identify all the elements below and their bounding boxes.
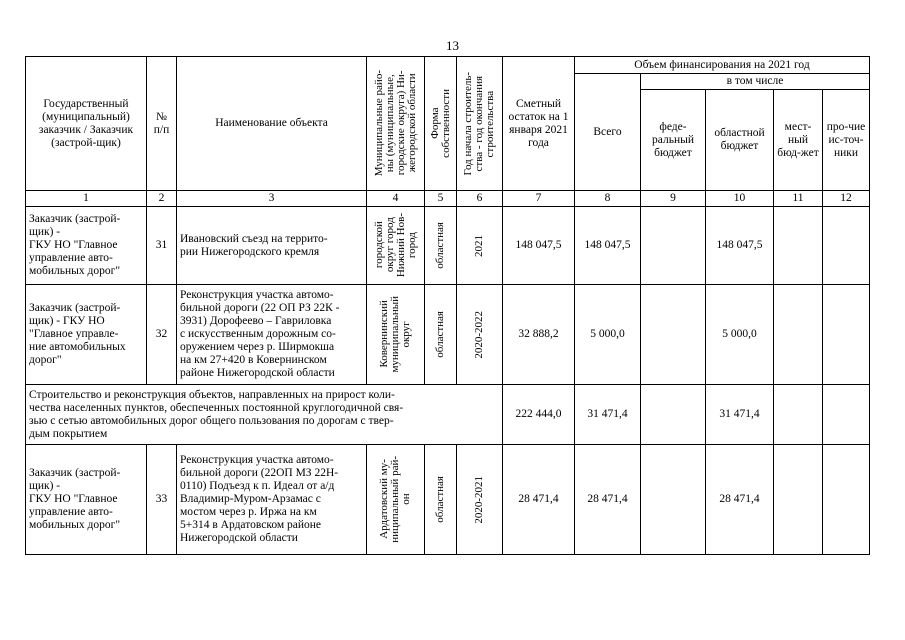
table-row	[26, 285, 870, 385]
cell-customer: Заказчик (застрой- щик) - ГКУ НО "Главное управле- ние автомобильных дорог"	[26, 285, 147, 385]
cell-object: Ивановский съезд на террито- рии Нижегородского кремля	[177, 207, 367, 285]
header-municipality: Муниципальные райо- ны (муниципальные, городские округа) Ни- жегородской области	[367, 57, 425, 191]
cell-other	[823, 445, 870, 555]
cell-num: 31	[147, 207, 177, 285]
header-object-name: Наименование объекта	[177, 57, 367, 191]
cell-total: 5 000,0	[575, 285, 641, 385]
cell-regional: 148 047,5	[706, 207, 774, 285]
cell-other	[823, 285, 870, 385]
header-local: мест-ный бюд-жет	[774, 90, 823, 191]
section-federal	[641, 385, 706, 445]
cell-federal	[641, 207, 706, 285]
header-federal: феде-ральный бюджет	[641, 90, 706, 191]
header-including: в том числе	[641, 74, 870, 90]
cell-balance: 148 047,5	[503, 207, 575, 285]
cell-num: 32	[147, 285, 177, 385]
col-number: 9	[641, 191, 706, 207]
col-number: 3	[177, 191, 367, 207]
header-other: про-чие ис-точ-ники	[823, 90, 870, 191]
cell-other	[823, 207, 870, 285]
section-title: Строительство и реконструкция объектов, направленных на прирост коли- чества населенных пунктов, обеспеченных постоянной круглогодичной свя- зью с сетью автомобильных дорог общего пользования по дорогам с твер- дым покрытием	[26, 385, 503, 445]
cell-municipality: городской округ город Нижний Нов- город	[367, 207, 425, 285]
col-number: 11	[774, 191, 823, 207]
cell-local	[774, 445, 823, 555]
header-num: № п/п	[147, 57, 177, 191]
table-row	[26, 207, 870, 285]
funding-table	[25, 56, 870, 555]
col-number: 2	[147, 191, 177, 207]
cell-ownership: областная	[425, 445, 457, 555]
col-number: 7	[503, 191, 575, 207]
cell-ownership: областная	[425, 285, 457, 385]
page-number: 13	[446, 38, 459, 53]
cell-num: 33	[147, 445, 177, 555]
cell-local	[774, 207, 823, 285]
col-number: 8	[575, 191, 641, 207]
cell-customer: Заказчик (застрой- щик) - ГКУ НО "Главное управление авто- мобильных дорог"	[26, 445, 147, 555]
cell-balance: 28 471,4	[503, 445, 575, 555]
cell-ownership: областная	[425, 207, 457, 285]
cell-total: 148 047,5	[575, 207, 641, 285]
col-number: 1	[26, 191, 147, 207]
col-number: 4	[367, 191, 425, 207]
cell-federal	[641, 285, 706, 385]
section-regional: 31 471,4	[706, 385, 774, 445]
cell-regional: 5 000,0	[706, 285, 774, 385]
cell-object: Реконструкция участка автомо- бильной дороги (22ОП МЗ 22Н- 0110) Подъезд к п. Идеал от а/д Владимир-Муром-Арзамас с мостом через р. Иржа на км 5+314 в Ардатовском районе Нижегородской области	[177, 445, 367, 555]
header-regional: областной бюджет	[706, 90, 774, 191]
header-ownership: Форма собственности	[425, 57, 457, 191]
cell-local	[774, 285, 823, 385]
cell-municipality: Ардатовский му- ниципальный рай- он	[367, 445, 425, 555]
col-number: 10	[706, 191, 774, 207]
cell-total: 28 471,4	[575, 445, 641, 555]
table-row	[26, 445, 870, 555]
col-number: 6	[457, 191, 503, 207]
cell-years: 2020-2021	[457, 445, 503, 555]
col-number: 5	[425, 191, 457, 207]
cell-object: Реконструкция участка автомо- бильной дороги (22 ОП РЗ 22К - 3931) Дорофеево – Гавриловка с искусственным дорожным со- оружением через р. Ширмокша на км 27+420 в Ковернинском районе Нижегородской области	[177, 285, 367, 385]
header-customer: Государственный (муниципальный) заказчик / Заказчик (застрой-щик)	[26, 57, 147, 191]
cell-federal	[641, 445, 706, 555]
section-balance: 222 444,0	[503, 385, 575, 445]
section-other	[823, 385, 870, 445]
header-total: Всего	[575, 74, 641, 191]
cell-customer: Заказчик (застрой- щик) - ГКУ НО "Главное управление авто- мобильных дорог"	[26, 207, 147, 285]
section-local	[774, 385, 823, 445]
section-row	[26, 385, 870, 445]
cell-regional: 28 471,4	[706, 445, 774, 555]
cell-years: 2021	[457, 207, 503, 285]
col-number: 12	[823, 191, 870, 207]
cell-years: 2020-2022	[457, 285, 503, 385]
section-total: 31 471,4	[575, 385, 641, 445]
header-funding: Объем финансирования на 2021 год	[575, 57, 870, 74]
header-years: Год начала строитель- ства - год окончания строительства	[457, 57, 503, 191]
cell-municipality: Ковернинский муниципальный округ	[367, 285, 425, 385]
cell-balance: 32 888,2	[503, 285, 575, 385]
header-balance: Сметный остаток на 1 января 2021 года	[503, 57, 575, 191]
